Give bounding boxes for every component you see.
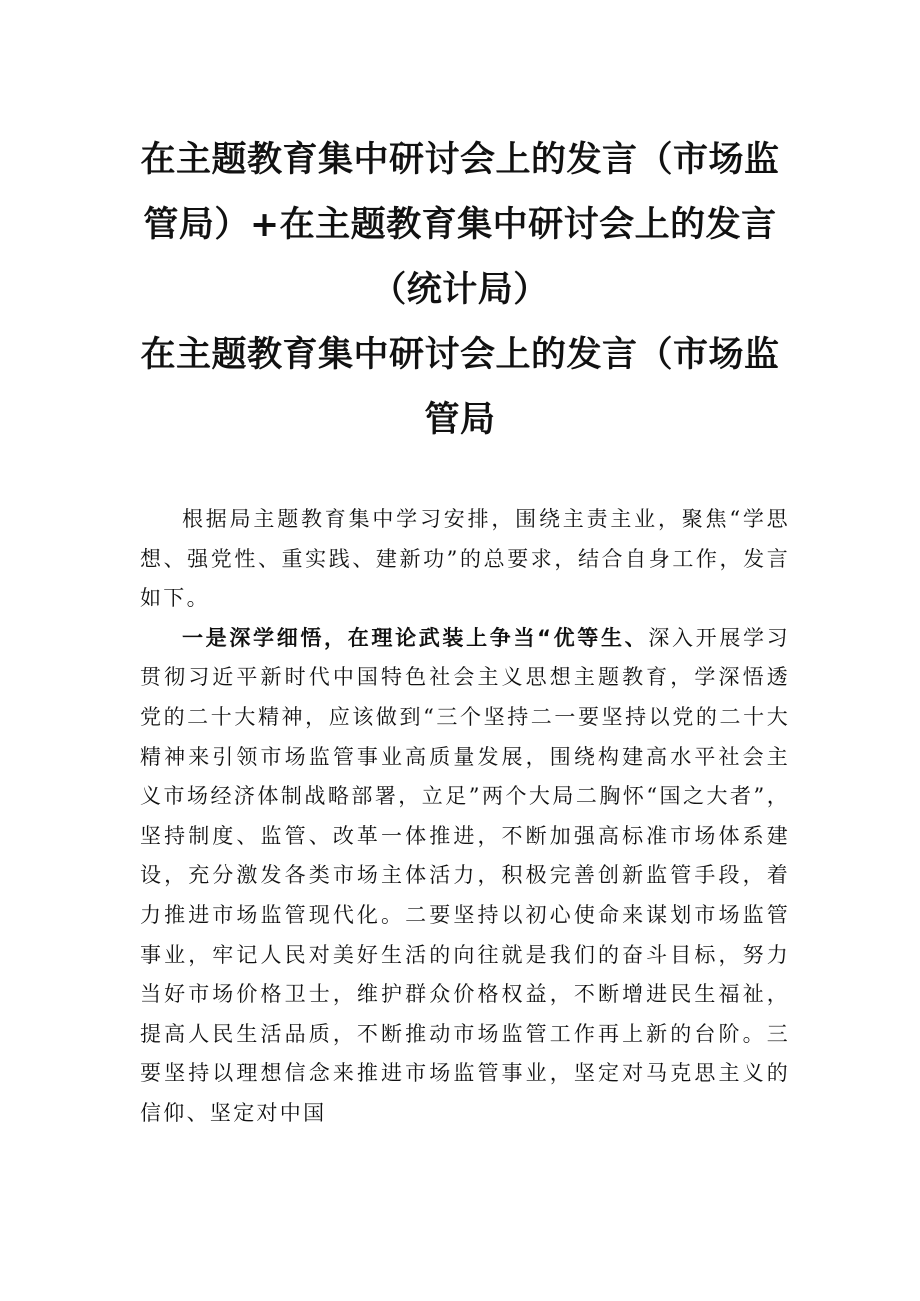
title-line: 管局）+在主题教育集中研讨会上的发言: [143, 205, 777, 245]
section-body: 深入开展学习贯彻习近平新时代中国特色社会主义思想主题教育，学深悟透党的二十大精神，应该做到“三个坚持二一要坚持以党的二十大精神来引领市场监管事业高质量发展，围绕构建高水平社会主义市场经济体制战略部署，立足”两个大局二胸怀“国之大者”，坚持制度、监管、改革一体推进，不断加强高标准市场体系建设，充分激发各类市场主体活力，积极完善创新监管手段，着力推进市场监管现代化。二要坚持以初心使命来谋划市场监管事业，牢记人民对美好生活的向往就是我们的奋斗目标，努力当好市场价格卫士，维护群众价格权益，不断增进民生福祉，提高人民生活品质，不断推动市场监管工作再上新的台阶。三要坚持以理想信念来推进市场监管事业，坚定对马克思主义的信仰、坚定对中国: [140, 625, 790, 1125]
document-body: [140, 500, 790, 1134]
title-line: （统计局）: [371, 270, 549, 310]
title-line: 在主题教育集中研讨会上的发言（市场监: [140, 140, 780, 180]
section-paragraph: [140, 619, 790, 1134]
intro-paragraph: 根据局主题教育集中学习安排，围绕主责主业，聚焦“学思想、强党性、重实践、建新功”的总要求，结合自身工作，发言如下。: [140, 507, 790, 611]
title-line: 管局: [424, 400, 496, 440]
section-lead: 一是深学细悟，在理论武装上争当“优等生、: [182, 625, 649, 650]
document-title: [140, 128, 780, 453]
title-line: 在主题教育集中研讨会上的发言（市场监: [140, 335, 780, 375]
